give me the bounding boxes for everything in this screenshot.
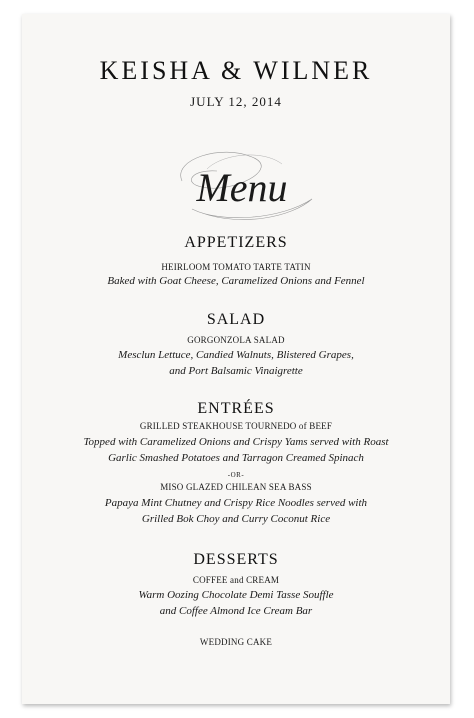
section-title-appetizers: APPETIZERS	[184, 234, 288, 251]
section-title-salad: SALAD	[206, 311, 266, 328]
dessert-coffee-description-line2: and Coffee Almond Ice Cream Bar	[159, 605, 313, 617]
entree-item-sea-bass: MISO GLAZED CHILEAN SEA BASS	[160, 482, 312, 492]
entree-item-beef: GRILLED STEAKHOUSE TOURNEDO of BEEF	[139, 421, 333, 431]
dessert-item-coffee: COFFEE and CREAM	[192, 575, 280, 585]
entree-beef-description-line1: Topped with Caramelized Onions and Crispy Yams served with Roast	[83, 436, 389, 448]
menu-script-title	[162, 139, 322, 229]
event-date: JULY 12, 2014	[190, 94, 282, 109]
dessert-coffee-description-line1: Warm Oozing Chocolate Demi Tasse Souffle	[138, 589, 334, 601]
section-title-desserts: DESSERTS	[193, 551, 279, 568]
entree-or-separator: -OR-	[227, 471, 245, 479]
couple-names: KEISHA & WILNER	[99, 56, 373, 85]
entree-beef-description-line2: Garlic Smashed Potatoes and Tarragon Creamed Spinach	[108, 452, 364, 464]
appetizer-item: HEIRLOOM TOMATO TARTE TATIN	[161, 262, 311, 272]
menu-title-text: Menu	[196, 165, 288, 210]
salad-item: GORGONZOLA SALAD	[187, 335, 285, 345]
menu-card	[22, 14, 450, 704]
dessert-item-wedding-cake: WEDDING CAKE	[199, 637, 273, 647]
salad-description-line1: Mesclun Lettuce, Candied Walnuts, Blistered Grapes,	[118, 349, 354, 361]
appetizer-description: Baked with Goat Cheese, Caramelized Onions and Fennel	[107, 275, 365, 287]
salad-description-line2: and Port Balsamic Vinaigrette	[169, 365, 303, 377]
section-title-entrees: ENTRÉES	[197, 400, 275, 417]
entree-sea-bass-description-line1: Papaya Mint Chutney and Crispy Rice Noodles served with	[104, 497, 368, 509]
entree-sea-bass-description-line2: Grilled Bok Choy and Curry Coconut Rice	[141, 513, 331, 525]
